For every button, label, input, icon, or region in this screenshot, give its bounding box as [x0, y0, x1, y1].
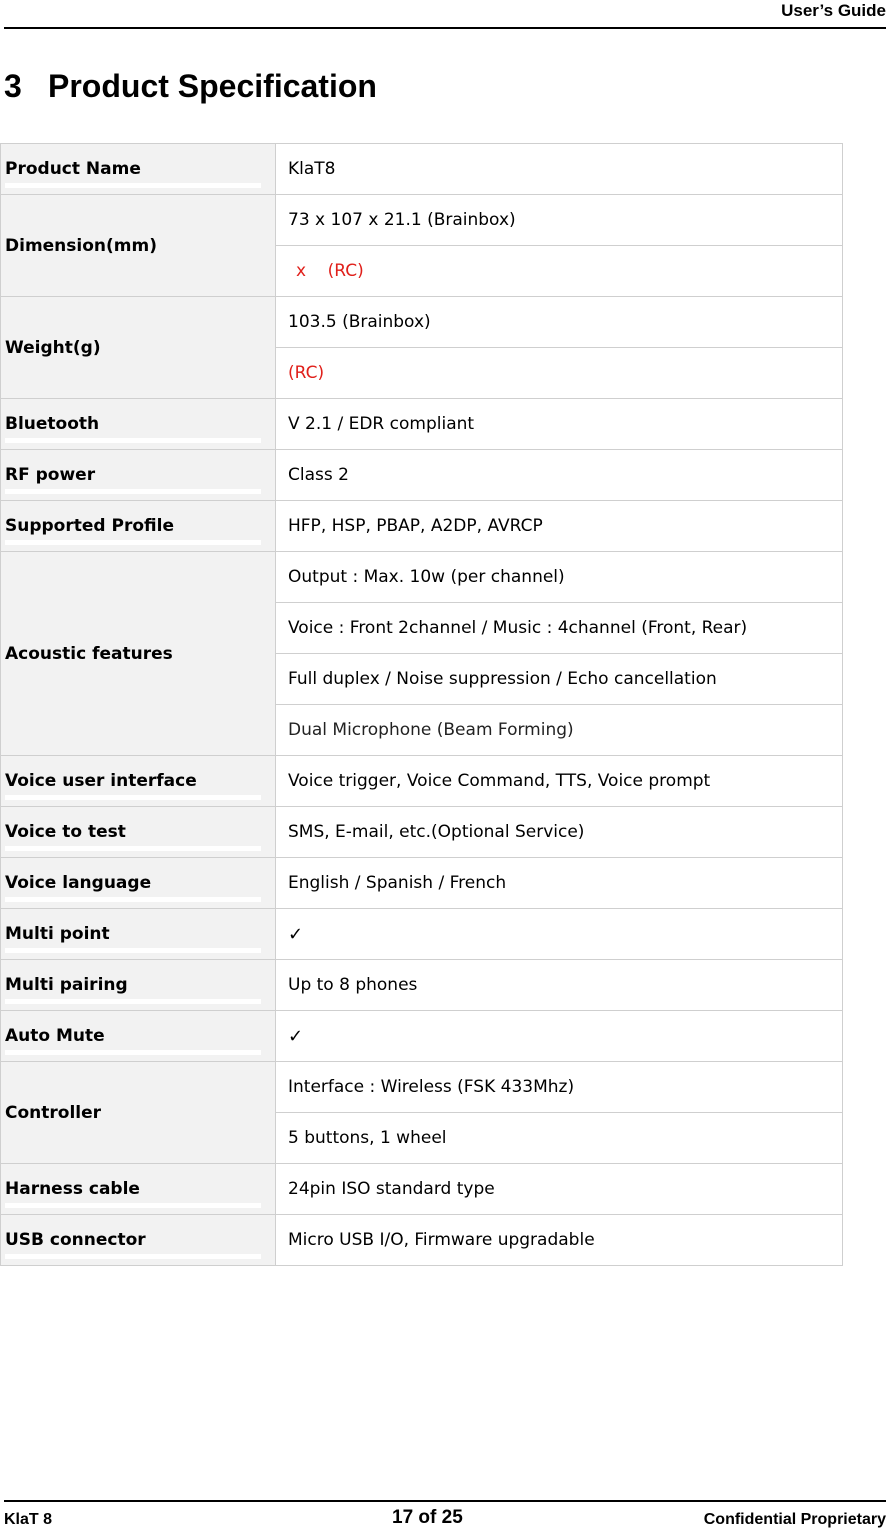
spec-value: Full duplex / Noise suppression / Echo cancellation — [276, 654, 843, 705]
footer-rule — [4, 1500, 886, 1502]
spec-label: Auto Mute — [1, 1011, 276, 1062]
table-row — [1, 1164, 843, 1215]
table-row — [1, 450, 843, 501]
spec-value: 103.5 (Brainbox) — [276, 297, 843, 348]
spec-label: Harness cable — [1, 1164, 276, 1215]
footer-confidential: Confidential Proprietary — [703, 1511, 886, 1528]
table-row — [1, 144, 843, 195]
table-row — [1, 756, 843, 807]
footer-product: KlaT 8 — [4, 1511, 53, 1528]
table-row — [1, 399, 843, 450]
spec-label: Voice to test — [1, 807, 276, 858]
table-row — [1, 909, 843, 960]
spec-label: RF power — [1, 450, 276, 501]
spec-label: Weight(g) — [1, 297, 276, 399]
table-row — [1, 195, 843, 246]
spec-value — [276, 909, 843, 960]
table-row — [1, 297, 843, 348]
spec-label: Acoustic features — [1, 552, 276, 756]
spec-value: (RC) — [276, 348, 843, 399]
spec-value: Voice : Front 2channel / Music : 4channel (Front, Rear) — [276, 603, 843, 654]
spec-value: Voice trigger, Voice Command, TTS, Voice prompt — [276, 756, 843, 807]
spec-label: Multi pairing — [1, 960, 276, 1011]
spec-value: Output : Max. 10w (per channel) — [276, 552, 843, 603]
section-number: 3 — [4, 68, 22, 104]
table-row — [1, 501, 843, 552]
table-row — [1, 552, 843, 603]
table-row — [1, 960, 843, 1011]
header-title: User’s Guide — [781, 1, 886, 20]
spec-value: Class 2 — [276, 450, 843, 501]
spec-value: Micro USB I/O, Firmware upgradable — [276, 1215, 843, 1266]
spec-value: SMS, E-mail, etc.(Optional Service) — [276, 807, 843, 858]
spec-value: Dual Microphone (Beam Forming) — [276, 705, 843, 756]
spec-label: Bluetooth — [1, 399, 276, 450]
spec-label: Multi point — [1, 909, 276, 960]
spec-label: Product Name — [1, 144, 276, 195]
checkmark-icon: ✓ — [288, 1025, 304, 1047]
spec-value: HFP, HSP, PBAP, A2DP, AVRCP — [276, 501, 843, 552]
spec-value: 24pin ISO standard type — [276, 1164, 843, 1215]
spec-value — [276, 1011, 843, 1062]
spec-label: Supported Profile — [1, 501, 276, 552]
table-row — [1, 1215, 843, 1266]
table-row — [1, 1011, 843, 1062]
spec-value: KlaT8 — [276, 144, 843, 195]
spec-label: Controller — [1, 1062, 276, 1164]
table-row — [1, 858, 843, 909]
spec-value: x (RC) — [276, 246, 843, 297]
spec-table — [0, 143, 843, 1266]
section-heading — [4, 66, 377, 106]
table-row — [1, 1062, 843, 1113]
header-rule — [4, 27, 886, 29]
spec-label: Voice language — [1, 858, 276, 909]
spec-label: Dimension(mm) — [1, 195, 276, 297]
section-title: Product Specification — [48, 68, 377, 104]
spec-value: Up to 8 phones — [276, 960, 843, 1011]
page-number: 17 of 25 — [392, 1507, 463, 1528]
checkmark-icon: ✓ — [288, 923, 304, 945]
spec-value: 5 buttons, 1 wheel — [276, 1113, 843, 1164]
spec-value: English / Spanish / French — [276, 858, 843, 909]
spec-value: V 2.1 / EDR compliant — [276, 399, 843, 450]
spec-label: USB connector — [1, 1215, 276, 1266]
spec-label: Voice user interface — [1, 756, 276, 807]
table-row — [1, 807, 843, 858]
spec-value: Interface : Wireless (FSK 433Mhz) — [276, 1062, 843, 1113]
spec-value: 73 x 107 x 21.1 (Brainbox) — [276, 195, 843, 246]
